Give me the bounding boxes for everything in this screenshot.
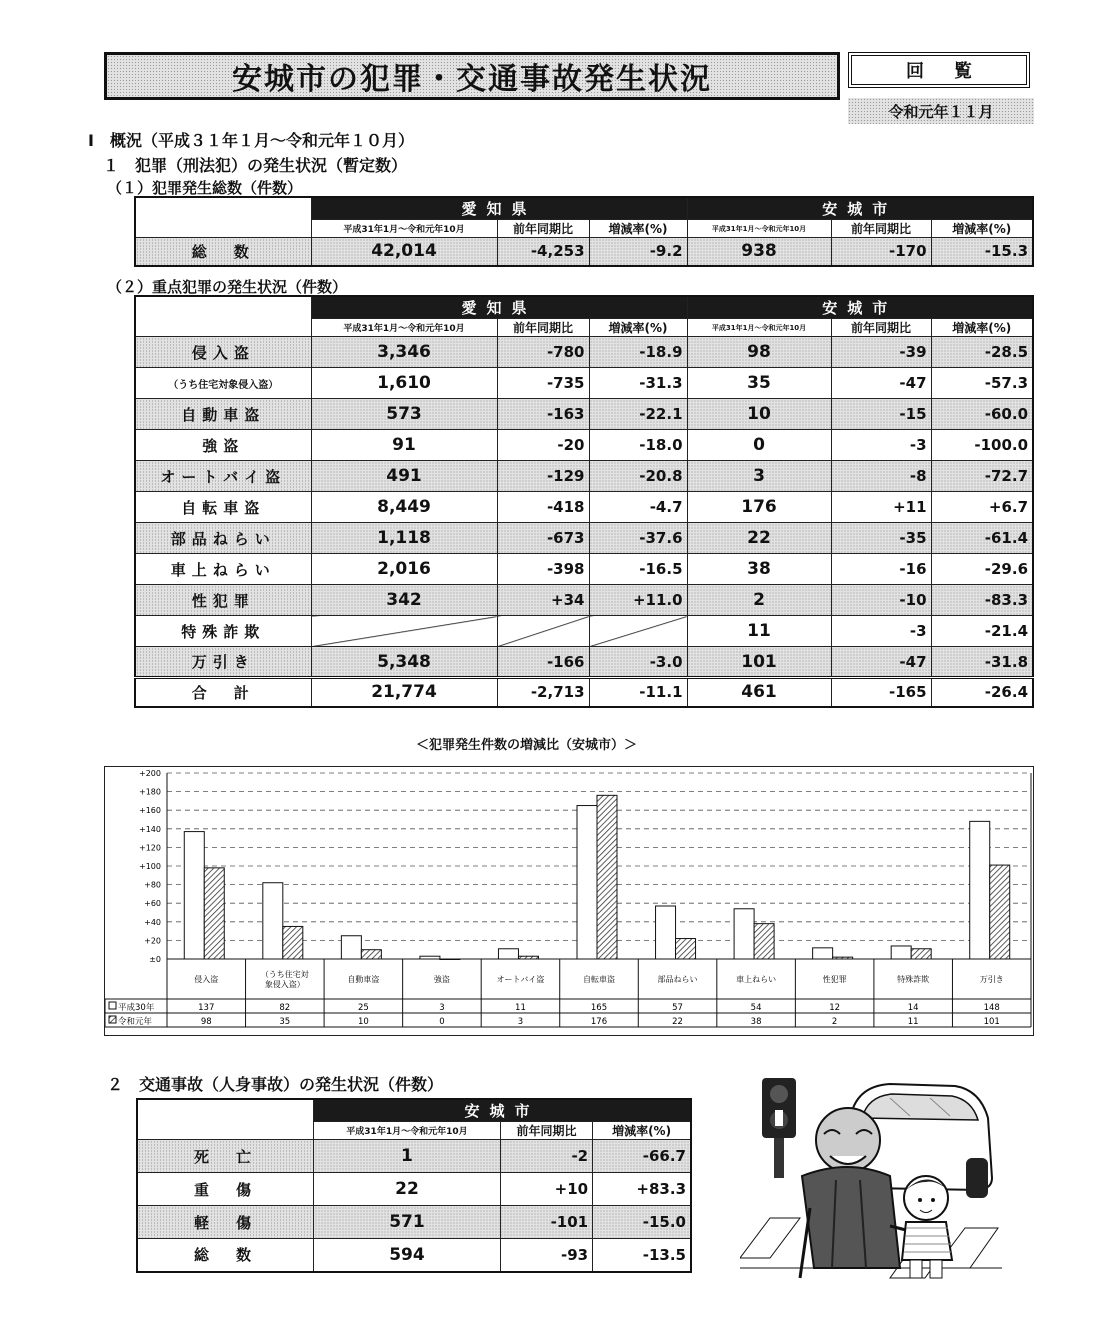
cell-value: -101 <box>500 1206 592 1239</box>
page-title: 安城市の犯罪・交通事故発生状況 <box>104 52 840 100</box>
cell-value: +10 <box>500 1173 592 1206</box>
row-label: オートバイ盗 <box>135 461 311 492</box>
cell-value: 42,014 <box>311 238 497 266</box>
row-label: 重 傷 <box>137 1173 314 1206</box>
bar <box>263 883 283 959</box>
data-label: 12 <box>829 1003 841 1013</box>
cell-value: -4,253 <box>497 238 589 266</box>
corner-cell <box>135 197 311 238</box>
cell-value: +11 <box>831 492 931 523</box>
y-tick-label: +140 <box>139 824 161 834</box>
cell-value: -10 <box>831 585 931 616</box>
data-label: 10 <box>357 1017 369 1027</box>
cell-value: -72.7 <box>931 461 1033 492</box>
cell-value: -2 <box>500 1140 592 1173</box>
cell-value: -47 <box>831 647 931 678</box>
col-period: 平成31年1月～令和元年10月 <box>687 319 831 337</box>
data-label: 148 <box>983 1003 1000 1013</box>
col-period: 平成31年1月～令和元年10月 <box>311 220 497 238</box>
data-label: 98 <box>200 1017 212 1027</box>
cell-value: 1,118 <box>311 523 497 554</box>
cell-value: +6.7 <box>931 492 1033 523</box>
y-tick-label: ±0 <box>149 955 161 964</box>
cell-value: -47 <box>831 368 931 399</box>
cell-value: 21,774 <box>311 678 497 707</box>
category-label: オートバイ盗 <box>496 975 545 984</box>
cell-value: 8,449 <box>311 492 497 523</box>
table-row <box>135 616 1033 647</box>
data-label: 3 <box>517 1017 524 1027</box>
y-tick-label: +180 <box>139 787 161 797</box>
cell-value: -673 <box>497 523 589 554</box>
data-label: 137 <box>198 1003 215 1013</box>
cell-value: -15.0 <box>593 1206 691 1239</box>
bar <box>656 906 676 959</box>
corner-cell <box>135 296 311 337</box>
row-label: 強盗 <box>135 430 311 461</box>
cell-value: -163 <box>497 399 589 430</box>
row-label: 万引き <box>135 647 311 678</box>
table-row <box>135 337 1033 368</box>
chart-frame <box>104 766 1034 1036</box>
row-label: 総 数 <box>135 238 311 266</box>
cell-value: 38 <box>687 554 831 585</box>
cell-value: -13.5 <box>593 1239 691 1272</box>
cell-value: 176 <box>687 492 831 523</box>
data-label: 35 <box>279 1017 291 1027</box>
cell-value: 571 <box>314 1206 501 1239</box>
data-label: 22 <box>672 1017 683 1027</box>
data-label: 25 <box>357 1003 369 1013</box>
bar <box>754 924 774 959</box>
crosswalk-illustration <box>740 1068 1002 1290</box>
bar <box>498 949 518 959</box>
region-pref-header: 愛知県 <box>311 296 687 319</box>
cell-value: -418 <box>497 492 589 523</box>
table-row <box>135 430 1033 461</box>
cell-value: -37.6 <box>589 523 687 554</box>
data-label: 11 <box>515 1003 526 1013</box>
region-pref-header: 愛知県 <box>311 197 687 220</box>
data-label: 38 <box>750 1017 762 1027</box>
cell-value: -20 <box>497 430 589 461</box>
data-label: 14 <box>907 1003 919 1013</box>
region-city-header: 安城市 <box>687 296 1033 319</box>
cell-value: +34 <box>497 585 589 616</box>
cell-value: +83.3 <box>593 1173 691 1206</box>
subsection-key-crimes-heading: （２）重点犯罪の発生状況（件数） <box>107 278 348 296</box>
bar <box>734 909 754 959</box>
cell-value: -735 <box>497 368 589 399</box>
cell-value: 11 <box>687 616 831 647</box>
y-tick-label: +80 <box>144 880 161 890</box>
cell-value: -170 <box>831 238 931 266</box>
cell-value: -398 <box>497 554 589 585</box>
cell-value: -100.0 <box>931 430 1033 461</box>
cell-value: 3 <box>687 461 831 492</box>
cell-value: -60.0 <box>931 399 1033 430</box>
cell-value: -22.1 <box>589 399 687 430</box>
cell-value: -18.0 <box>589 430 687 461</box>
cell-value: -35 <box>831 523 931 554</box>
col-prev: 前年同期比 <box>831 220 931 238</box>
data-label: 54 <box>750 1003 762 1013</box>
cell-value: -93 <box>500 1239 592 1272</box>
cell-value: 101 <box>687 647 831 678</box>
cell-value: -8 <box>831 461 931 492</box>
legend-swatch <box>109 1002 116 1009</box>
bar <box>676 939 696 959</box>
row-label: 合 計 <box>135 678 311 707</box>
table-row <box>135 647 1033 678</box>
chart-title: ＜犯罪発生件数の増減比（安城市）＞ <box>416 738 638 753</box>
category-label: 自動車盗 <box>347 975 380 984</box>
cell-value: -4.7 <box>589 492 687 523</box>
cell-value: 35 <box>687 368 831 399</box>
bar <box>597 795 617 959</box>
table-row <box>135 523 1033 554</box>
subsection-total-heading: （１）犯罪発生総数（件数） <box>107 179 303 197</box>
cell-value: -31.3 <box>589 368 687 399</box>
category-label: 部品ねらい <box>657 975 698 984</box>
data-label: 2 <box>831 1017 838 1027</box>
cell-value: -26.4 <box>931 678 1033 707</box>
table-row <box>137 1206 691 1239</box>
bar <box>420 956 440 959</box>
cell-value: -28.5 <box>931 337 1033 368</box>
cell-value: -61.4 <box>931 523 1033 554</box>
cell-value: -166 <box>497 647 589 678</box>
cell-value: 938 <box>687 238 831 266</box>
category-label: 車上ねらい <box>736 975 777 984</box>
cell-value: -15.3 <box>931 238 1033 266</box>
category-label: 象侵入盗） <box>264 980 305 989</box>
col-prev: 前年同期比 <box>497 220 589 238</box>
table-row <box>135 554 1033 585</box>
cell-value: -16 <box>831 554 931 585</box>
bar <box>440 959 460 960</box>
cell-value: -129 <box>497 461 589 492</box>
table-row <box>137 1140 691 1173</box>
col-prev: 前年同期比 <box>831 319 931 337</box>
bar <box>813 948 833 959</box>
cell-value: -31.8 <box>931 647 1033 678</box>
cell-value: -20.8 <box>589 461 687 492</box>
section-2-heading: ２ 交通事故（人身事故）の発生状況（件数） <box>107 1075 444 1094</box>
cell-value: -3 <box>831 430 931 461</box>
col-rate: 増減率(%) <box>589 319 687 337</box>
cell-value: 98 <box>687 337 831 368</box>
category-label: 特殊詐欺 <box>897 975 930 984</box>
cell-value: -9.2 <box>589 238 687 266</box>
data-label: 176 <box>590 1017 608 1027</box>
data-label: 101 <box>983 1017 1000 1027</box>
cell-value: 2,016 <box>311 554 497 585</box>
col-rate: 増減率(%) <box>593 1122 691 1140</box>
cell-value: 0 <box>687 430 831 461</box>
y-tick-label: +160 <box>139 806 161 816</box>
cell-value: -3.0 <box>589 647 687 678</box>
cell-value: -18.9 <box>589 337 687 368</box>
row-label: 車上ねらい <box>135 554 311 585</box>
section-1-heading: Ⅰ 概況（平成３１年１月～令和元年１０月） <box>88 131 414 150</box>
key-crimes-table <box>134 295 1034 708</box>
col-period: 平成31年1月～令和元年10月 <box>687 220 831 238</box>
legend-label: 令和元年 <box>118 1017 153 1027</box>
row-label: 侵入盗 <box>135 337 311 368</box>
bar <box>341 936 361 959</box>
cell-value: -83.3 <box>931 585 1033 616</box>
cell-value: -3 <box>831 616 931 647</box>
section-1-1-heading: １ 犯罪（刑法犯）の発生状況（暫定数） <box>103 156 408 175</box>
cell-value: 2 <box>687 585 831 616</box>
row-label: 部品ねらい <box>135 523 311 554</box>
bar <box>911 949 931 959</box>
col-rate: 増減率(%) <box>931 220 1033 238</box>
cell-value: -66.7 <box>593 1140 691 1173</box>
data-label: 165 <box>590 1003 608 1013</box>
region-city-header: 安城市 <box>687 197 1033 220</box>
table-row <box>137 1239 691 1272</box>
bar <box>833 957 853 959</box>
cell-value: 5,348 <box>311 647 497 678</box>
bar <box>361 950 381 959</box>
category-label: 強盗 <box>433 975 450 984</box>
bar <box>990 865 1010 959</box>
cell-value: -11.1 <box>589 678 687 707</box>
cell-value: 22 <box>314 1173 501 1206</box>
row-label: 特殊詐欺 <box>135 616 311 647</box>
cell-value: -21.4 <box>931 616 1033 647</box>
bar <box>184 832 204 959</box>
data-label: 3 <box>439 1003 445 1013</box>
cell-value: 461 <box>687 678 831 707</box>
corner-cell <box>137 1099 314 1140</box>
col-prev: 前年同期比 <box>497 319 589 337</box>
table-row <box>135 368 1033 399</box>
col-period: 平成31年1月～令和元年10月 <box>314 1122 501 1140</box>
cell-value: 1 <box>314 1140 501 1173</box>
crime-total-table <box>134 196 1034 267</box>
row-label: 死 亡 <box>137 1140 314 1173</box>
empty-diagonal-cell <box>589 616 687 647</box>
row-label: 総 数 <box>137 1239 314 1272</box>
cell-value: -39 <box>831 337 931 368</box>
bar <box>970 821 990 959</box>
table-row <box>135 492 1033 523</box>
cell-value: -165 <box>831 678 931 707</box>
y-tick-label: +40 <box>144 917 161 927</box>
cell-value: 22 <box>687 523 831 554</box>
empty-diagonal-cell <box>497 616 589 647</box>
row-label: （うち住宅対象侵入盗） <box>135 368 311 399</box>
data-label: 82 <box>279 1003 291 1013</box>
bar <box>204 868 224 959</box>
col-rate: 増減率(%) <box>589 220 687 238</box>
kairan-stamp: 回覧 <box>848 52 1030 88</box>
cell-value: 10 <box>687 399 831 430</box>
cell-value: -16.5 <box>589 554 687 585</box>
table-row <box>137 1173 691 1206</box>
category-label: 性犯罪 <box>822 975 847 984</box>
row-label: 性犯罪 <box>135 585 311 616</box>
table-row <box>135 461 1033 492</box>
col-rate: 増減率(%) <box>931 319 1033 337</box>
table-row <box>135 585 1033 616</box>
category-label: （うち住宅対 <box>260 970 309 979</box>
cell-value: 491 <box>311 461 497 492</box>
data-label: 57 <box>672 1003 683 1013</box>
y-tick-label: +60 <box>144 899 161 909</box>
cell-value: -780 <box>497 337 589 368</box>
category-label: 万引き <box>979 975 1004 984</box>
y-tick-label: +100 <box>139 862 161 871</box>
y-tick-label: +120 <box>139 843 161 853</box>
bar <box>577 806 597 959</box>
cell-value: 3,346 <box>311 337 497 368</box>
row-label: 自動車盗 <box>135 399 311 430</box>
col-prev: 前年同期比 <box>500 1122 592 1140</box>
cell-value: 342 <box>311 585 497 616</box>
col-period: 平成31年1月～令和元年10月 <box>311 319 497 337</box>
bar <box>518 956 538 959</box>
total-row <box>135 678 1033 707</box>
cell-value: 1,610 <box>311 368 497 399</box>
bar-chart <box>105 767 1033 1035</box>
empty-diagonal-cell <box>311 616 497 647</box>
row-label: 軽 傷 <box>137 1206 314 1239</box>
cell-value: 573 <box>311 399 497 430</box>
cell-value: -29.6 <box>931 554 1033 585</box>
cell-value: -15 <box>831 399 931 430</box>
y-tick-label: +20 <box>144 936 161 946</box>
cell-value: 91 <box>311 430 497 461</box>
legend-swatch <box>109 1016 116 1023</box>
data-label: 0 <box>439 1017 445 1027</box>
row-label: 自転車盗 <box>135 492 311 523</box>
data-label: 11 <box>907 1017 919 1027</box>
category-label: 自転車盗 <box>583 975 615 984</box>
issue-date: 令和元年１１月 <box>848 98 1034 124</box>
table-row <box>135 399 1033 430</box>
y-tick-label: +200 <box>139 769 161 778</box>
bar <box>891 946 911 959</box>
cell-value: -2,713 <box>497 678 589 707</box>
cell-value: 594 <box>314 1239 501 1272</box>
traffic-accidents-table <box>136 1098 692 1273</box>
legend-label: 平成30年 <box>118 1003 155 1013</box>
cell-value: +11.0 <box>589 585 687 616</box>
category-label: 侵入盗 <box>194 975 219 984</box>
cell-value: -57.3 <box>931 368 1033 399</box>
bar <box>283 926 303 959</box>
region-city-header: 安城市 <box>314 1099 691 1122</box>
